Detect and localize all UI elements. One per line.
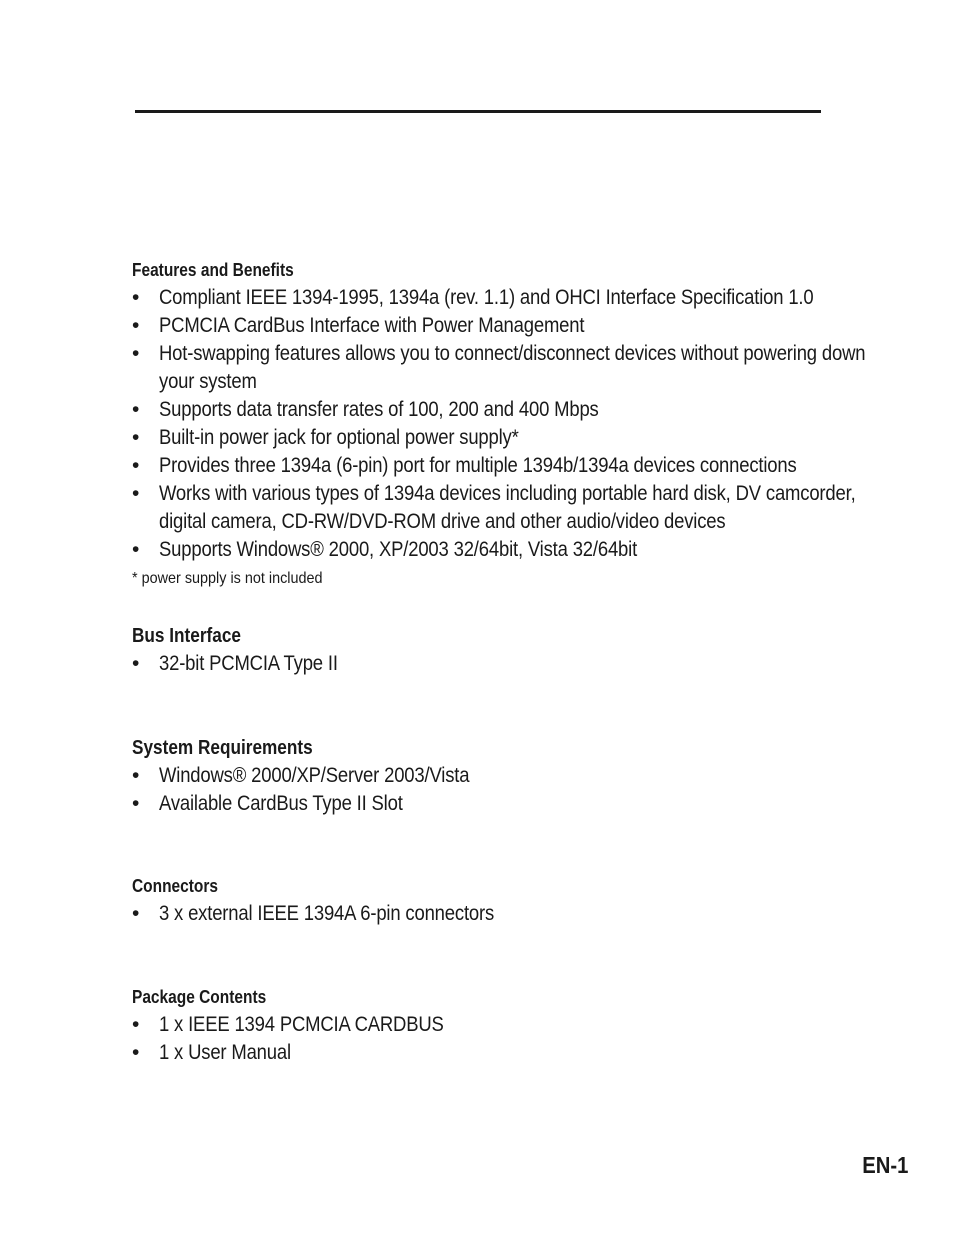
bullet-icon: • (132, 652, 140, 675)
document-body (132, 256, 912, 1067)
connectors-list (132, 900, 912, 928)
list-item: • Available CardBus Type II Slot (132, 790, 912, 818)
list-item: • Windows® 2000/XP/Server 2003/Vista (132, 762, 912, 790)
list-item: • 1 x IEEE 1394 PCMCIA CARDBUS (132, 1011, 912, 1039)
bullet-icon: • (132, 398, 140, 421)
connectors-heading: Connectors (132, 876, 219, 896)
package-contents-list (132, 1011, 912, 1067)
list-item: • PCMCIA CardBus Interface with Power Management (132, 312, 912, 340)
list-item: • Supports Windows® 2000, XP/2003 32/64bit, Vista 32/64bit (132, 536, 912, 564)
package-contents-section (132, 983, 912, 1067)
bullet-icon: • (132, 1041, 140, 1064)
connectors-section (132, 872, 912, 928)
system-requirements-section (132, 734, 912, 818)
bullet-icon: • (132, 426, 140, 449)
top-rule (135, 110, 821, 113)
bullet-icon: • (132, 1013, 140, 1036)
page-number: EN-1 (861, 1152, 908, 1178)
bus-interface-section (132, 622, 912, 678)
bullet-icon: • (132, 538, 140, 561)
package-contents-heading: Package Contents (132, 987, 267, 1007)
list-item: • 32-bit PCMCIA Type II (132, 650, 912, 678)
list-item: • Compliant IEEE 1394-1995, 1394a (rev. 1.1) and OHCI Interface Specification 1.0 (132, 284, 912, 312)
bullet-icon: • (132, 482, 140, 505)
list-item: • 3 x external IEEE 1394A 6-pin connectors (132, 900, 912, 928)
bullet-icon: • (132, 286, 140, 309)
list-item: • Works with various types of 1394a devices including portable hard disk, DV camcorder, digital camera, CD-RW/DVD-ROM drive and other audio/video devices (132, 482, 856, 533)
bullet-icon: • (132, 342, 140, 365)
bullet-icon: • (132, 902, 140, 925)
bullet-icon: • (132, 792, 140, 815)
footnote: * power supply is not included (132, 570, 323, 587)
list-item: • Provides three 1394a (6-pin) port for multiple 1394b/1394a devices connections (132, 452, 912, 480)
bullet-icon: • (132, 454, 140, 477)
list-item: • Built-in power jack for optional power supply* (132, 424, 912, 452)
system-requirements-heading: System Requirements (132, 737, 313, 759)
list-item: • Supports data transfer rates of 100, 200 and 400 Mbps (132, 396, 912, 424)
list-item: • 1 x User Manual (132, 1039, 912, 1067)
features-list (132, 284, 912, 564)
bus-interface-heading: Bus Interface (132, 625, 241, 647)
list-item: • Hot-swapping features allows you to connect/disconnect devices without powering down your system (132, 342, 866, 393)
bullet-icon: • (132, 314, 140, 337)
features-section (132, 256, 912, 594)
system-requirements-list (132, 762, 912, 818)
bus-interface-list (132, 650, 912, 678)
features-heading: Features and Benefits (132, 260, 294, 280)
bullet-icon: • (132, 764, 140, 787)
